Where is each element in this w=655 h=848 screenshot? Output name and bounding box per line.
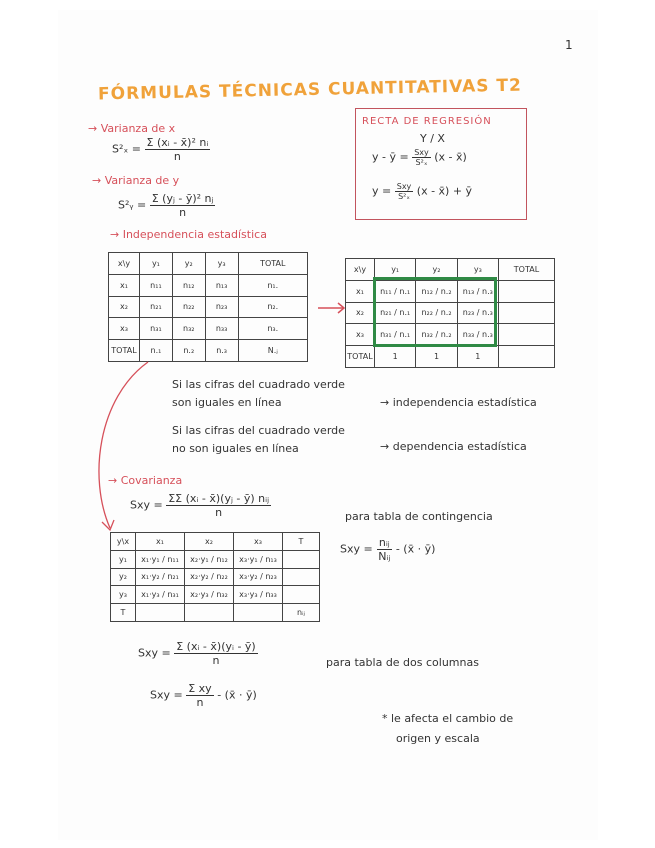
- table2-cell: n₃₃ / n.₃: [457, 324, 498, 346]
- variance-x-heading: → Varianza de x: [88, 122, 176, 135]
- table3-cell: x₃·y₃ / n₃₃: [234, 586, 283, 604]
- table2-row-header: x₃: [346, 324, 375, 346]
- table2-header: TOTAL: [499, 259, 555, 281]
- table1-row-header: x₁: [109, 274, 140, 296]
- table2-row-header: TOTAL: [346, 346, 375, 368]
- table3-cell: nᵢⱼ: [283, 604, 320, 622]
- footnote-line2: origen y escala: [396, 732, 480, 745]
- table1-corner: x\y: [109, 253, 140, 275]
- table2-header: y₃: [457, 259, 498, 281]
- table3-corner: y\x: [111, 533, 136, 551]
- table2-cell: n₂₂ / n.₂: [416, 302, 457, 324]
- rule1-line2: son iguales en línea: [172, 396, 282, 409]
- rule2-line2: no son iguales en línea: [172, 442, 299, 455]
- regression-eq2: y = $\frac{\text{Sxy}}{\text{S²ₓ}}$ (x - x̄) + ȳ: [372, 182, 473, 201]
- table2-row-header: x₁: [346, 280, 375, 302]
- table2-header: y₂: [416, 259, 457, 281]
- table1-cell: n.₃: [205, 340, 238, 362]
- table1-header: y₃: [205, 253, 238, 275]
- table2-corner: x\y: [346, 259, 375, 281]
- table3-cell: x₂·y₁ / n₁₂: [185, 550, 234, 568]
- table1-row-header: x₃: [109, 318, 140, 340]
- table2-cell: 1: [416, 346, 457, 368]
- covariance-formula-2: Sxy = $\frac{\text{nᵢⱼ}}{\text{Nᵢⱼ}}$ - (x̄ · ȳ): [340, 536, 436, 563]
- table2-cell: n₃₂ / n.₂: [416, 324, 457, 346]
- table2-cell: n₂₁ / n.₁: [375, 302, 416, 324]
- table1-header: y₂: [172, 253, 205, 275]
- table3-cell: x₁·y₃ / n₃₁: [136, 586, 185, 604]
- table3-cell: x₁·y₁ / n₁₁: [136, 550, 185, 568]
- table1-row-header: TOTAL: [109, 340, 140, 362]
- table2-cell: n₂₃ / n.₃: [457, 302, 498, 324]
- table3-header: T: [283, 533, 320, 551]
- table3-cell: [283, 568, 320, 586]
- table2-cell: 1: [457, 346, 498, 368]
- table3-header: x₁: [136, 533, 185, 551]
- table1-cell: n₁₁: [140, 274, 173, 296]
- table3-row-header: y₂: [111, 568, 136, 586]
- regression-title: RECTA DE REGRESIÓN: [362, 116, 492, 127]
- table3-row-header: y₃: [111, 586, 136, 604]
- covariance-table: [110, 532, 320, 622]
- covariance-heading: → Covarianza: [108, 474, 183, 487]
- table2-cell: 1: [375, 346, 416, 368]
- footnote-line1: * le afecta el cambio de: [382, 712, 514, 725]
- variance-x-formula: S²ₓ = $\frac{\text{Σ (xᵢ - x̄)² nᵢ}}{n}$: [112, 136, 209, 163]
- table3-cell: x₁·y₂ / n₂₁: [136, 568, 185, 586]
- table1-cell: n₃.: [238, 318, 307, 340]
- table2-cell: [499, 324, 555, 346]
- green-square-highlight: [373, 277, 497, 347]
- variance-y-formula: S²ᵧ = $\frac{\text{Σ (yⱼ - ȳ)² nⱼ}}{n}$: [118, 192, 214, 219]
- table1-cell: n₃₃: [205, 318, 238, 340]
- note-contingency: para tabla de contingencia: [345, 510, 493, 523]
- table3-row-header: y₁: [111, 550, 136, 568]
- table2-cell: [499, 280, 555, 302]
- table3-cell: [283, 586, 320, 604]
- table2-header: y₁: [375, 259, 416, 281]
- rule2-result: → dependencia estadística: [380, 440, 527, 453]
- table3-cell: x₂·y₂ / n₂₂: [185, 568, 234, 586]
- table3-cell: [136, 604, 185, 622]
- table2-cell: n₃₁ / n.₁: [375, 324, 416, 346]
- rule1-line1: Si las cifras del cuadrado verde: [172, 378, 345, 391]
- table1-cell: n₃₂: [172, 318, 205, 340]
- table3-header: x₂: [185, 533, 234, 551]
- table2-cell: n₁₁ / n.₁: [375, 280, 416, 302]
- table1-cell: n₃₁: [140, 318, 173, 340]
- table1-cell: n₂₃: [205, 296, 238, 318]
- table2-cell: n₁₃ / n.₃: [457, 280, 498, 302]
- independence-heading: → Independencia estadística: [110, 228, 267, 241]
- table1-cell: n₂₂: [172, 296, 205, 318]
- page-number: 1: [565, 38, 573, 52]
- table3-cell: [283, 550, 320, 568]
- covariance-formula-3: Sxy = $\frac{\text{Σ (xᵢ - x̄)(yᵢ - ȳ)}}{n}$: [138, 640, 256, 667]
- table3-cell: [185, 604, 234, 622]
- table1-header: TOTAL: [238, 253, 307, 275]
- page-title: FÓRMULAS TÉCNICAS CUANTITATIVAS T2: [97, 75, 523, 105]
- note-two-columns: para tabla de dos columnas: [326, 656, 479, 669]
- rule1-result: → independencia estadística: [380, 396, 537, 409]
- table3-header: x₃: [234, 533, 283, 551]
- table1-cell: n₁.: [238, 274, 307, 296]
- covariance-formula-4: Sxy = $\frac{\text{Σ xy}}{n}$ - (x̄ · ȳ): [150, 682, 257, 709]
- table2-row-header: x₂: [346, 302, 375, 324]
- rule2-line1: Si las cifras del cuadrado verde: [172, 424, 345, 437]
- table1-cell: n₂₁: [140, 296, 173, 318]
- table1-cell: n.₂: [172, 340, 205, 362]
- table1-cell: n.₁: [140, 340, 173, 362]
- table3-cell: x₂·y₃ / n₃₂: [185, 586, 234, 604]
- table1-cell: n₁₂: [172, 274, 205, 296]
- table3-cell: x₃·y₂ / n₂₃: [234, 568, 283, 586]
- table3-cell: x₃·y₁ / n₁₃: [234, 550, 283, 568]
- table2-cell: [499, 346, 555, 368]
- independence-table: [108, 252, 308, 362]
- table1-cell: n₁₃: [205, 274, 238, 296]
- table2-cell: [499, 302, 555, 324]
- regression-subtitle: Y / X: [420, 132, 445, 145]
- table1-cell: n₂.: [238, 296, 307, 318]
- covariance-formula-1: Sxy = $\frac{\text{ΣΣ (xᵢ - x̄)(yⱼ - ȳ) nᵢⱼ}}{n}$: [130, 492, 269, 519]
- variance-y-heading: → Varianza de y: [92, 174, 180, 187]
- regression-eq1: y - ȳ = $\frac{\text{Sxy}}{\text{S²ₓ}}$ (x - x̄): [372, 148, 467, 167]
- table1-header: y₁: [140, 253, 173, 275]
- table3-row-header: T: [111, 604, 136, 622]
- table3-cell: [234, 604, 283, 622]
- table1-cell: N.ⱼ: [238, 340, 307, 362]
- table2-cell: n₁₂ / n.₂: [416, 280, 457, 302]
- right-arrow-icon: [316, 300, 348, 316]
- table1-row-header: x₂: [109, 296, 140, 318]
